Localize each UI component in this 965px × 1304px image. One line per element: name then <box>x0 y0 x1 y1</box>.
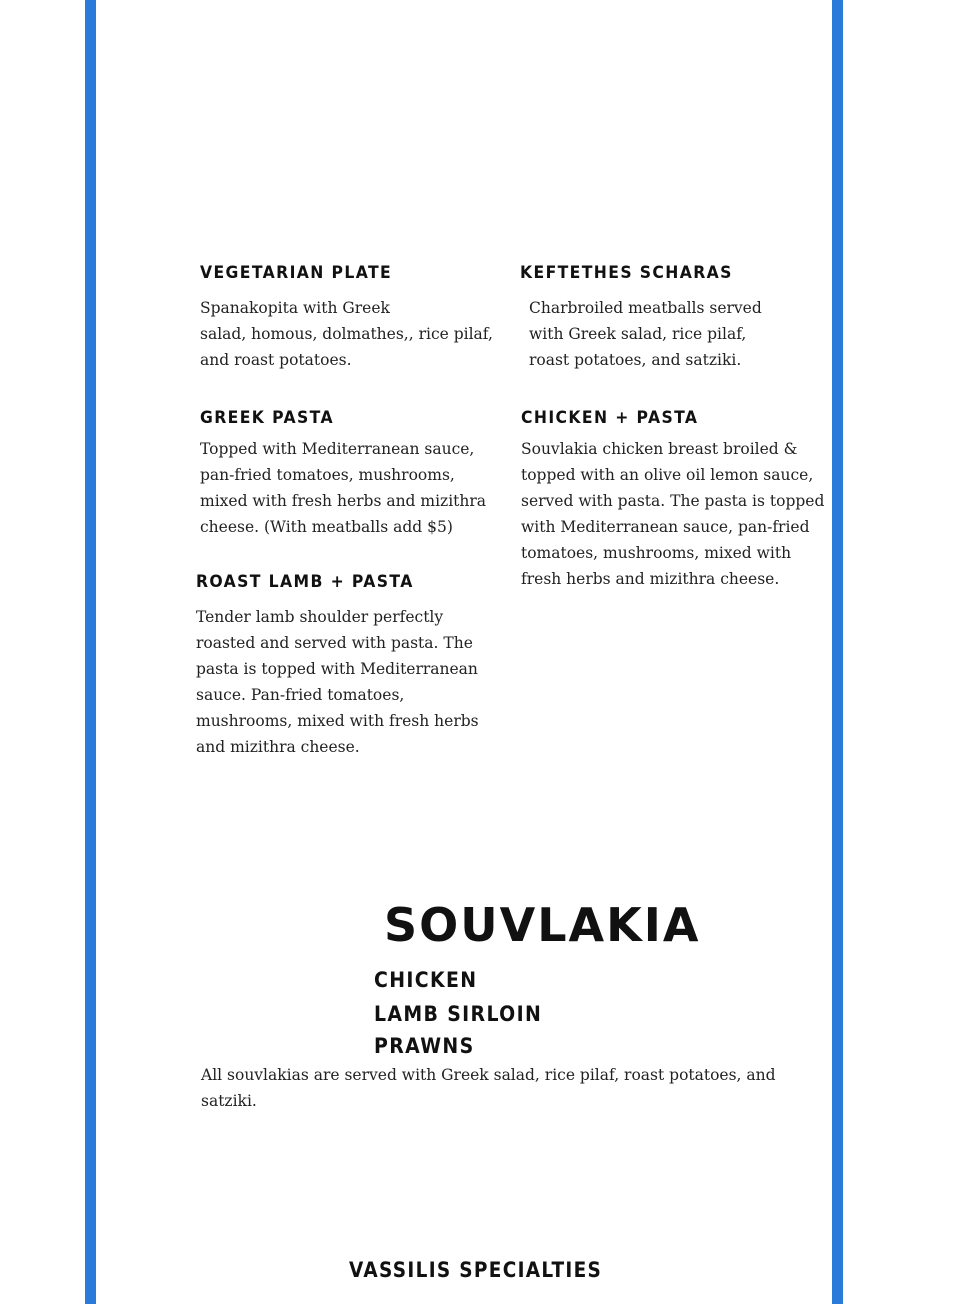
menu-item-title-chicken-pasta: CHICKEN + PASTA <box>521 408 699 428</box>
vassilis-specialties-heading: VASSILIS SPECIALTIES <box>349 1258 603 1282</box>
souvlakia-option-chicken: CHICKEN <box>374 968 478 992</box>
souvlakia-option-prawns: PRAWNS <box>374 1034 475 1058</box>
menu-item-description-keftethes-scharas: Charbroiled meatballs served with Greek salad, rice pilaf, roast potatoes, and satziki. <box>529 299 762 369</box>
right-blue-border <box>832 0 843 1304</box>
souvlakia-section-title: SOUVLAKIA <box>384 898 701 952</box>
menu-item-title-greek-pasta: GREEK PASTA <box>200 408 334 428</box>
menu-item-description-roast-lamb-pasta: Tender lamb shoulder perfectly roasted and served with pasta. The pasta is topped with Mediterranean sauce. Pan-fried tomatoes, mushrooms, mixed with fresh herbs and mizithra cheese. <box>196 608 479 756</box>
menu-item-description-chicken-pasta: Souvlakia chicken breast broiled & topped with an olive oil lemon sauce, served with pasta. The pasta is topped with Mediterranean sauce, pan-fried tomatoes, mushrooms, mixed with fresh herbs and mizithra cheese. <box>521 440 825 588</box>
souvlakia-note: All souvlakias are served with Greek salad, rice pilaf, roast potatoes, and satziki. <box>201 1066 776 1110</box>
souvlakia-option-lamb-sirloin: LAMB SIRLOIN <box>374 1002 543 1026</box>
menu-item-description-vegetarian-plate: Spanakopita with Greek salad, homous, dolmathes,, rice pilaf, and roast potatoes. <box>200 299 493 369</box>
menu-item-description-greek-pasta: Topped with Mediterranean sauce, pan-fried tomatoes, mushrooms, mixed with fresh herbs and mizithra cheese. (With meatballs add $5) <box>200 440 487 536</box>
menu-item-title-vegetarian-plate: VEGETARIAN PLATE <box>200 263 393 283</box>
menu-item-title-keftethes-scharas: KEFTETHES SCHARAS <box>520 263 733 283</box>
menu-item-title-roast-lamb-pasta: ROAST LAMB + PASTA <box>196 572 414 592</box>
left-blue-border <box>85 0 96 1304</box>
